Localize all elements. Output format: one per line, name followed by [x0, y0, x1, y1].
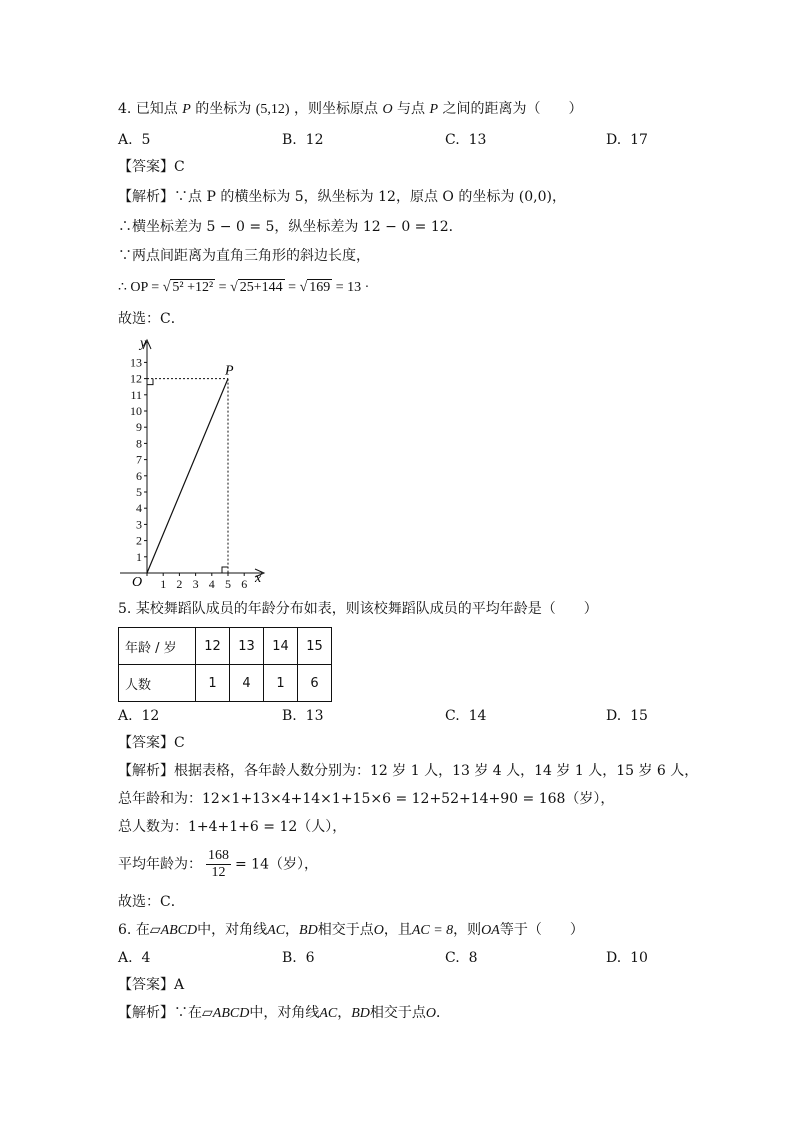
point-p-label: P	[225, 363, 234, 379]
answer-value: A	[174, 977, 185, 993]
table-header-cell: 人数	[119, 665, 196, 702]
q5-analysis-line2: 总年龄和为：12×1+13×4+14×1+15×6 = 12+52+14+90 = 168（岁），	[118, 791, 615, 807]
question-number: 5.	[118, 601, 132, 617]
option-b: B. 12	[282, 132, 324, 148]
q5-answer	[118, 734, 185, 752]
variable: P	[429, 102, 439, 117]
table-cell: 12	[196, 628, 230, 665]
variable: O	[382, 102, 393, 117]
answer-value: C	[174, 735, 185, 751]
table-cell: 15	[298, 628, 332, 665]
table-cell: 4	[230, 665, 264, 702]
y-tick-label: 13	[130, 355, 142, 370]
x-axis-label: x	[255, 571, 262, 586]
table-header-cell: 年龄 / 岁	[119, 628, 196, 665]
option-b: B. 13	[282, 708, 324, 724]
table-cell: 1	[264, 665, 298, 702]
y-tick-label: 12	[130, 371, 142, 386]
right-angle-mark	[222, 567, 228, 573]
y-tick-label: 7	[136, 452, 142, 467]
option-c: C. 14	[445, 708, 487, 724]
y-tick-label: 8	[136, 436, 142, 451]
q4-answer	[118, 158, 185, 176]
fraction: $\frac{168}{12}$	[208, 848, 229, 880]
answer-label: 【答案】	[118, 735, 174, 751]
stem-text: 已知点	[135, 101, 178, 117]
table-cell: 1	[196, 665, 230, 702]
age-distribution-table	[118, 627, 332, 702]
question-number: 6.	[118, 922, 132, 938]
q6-analysis: 【解析】∵在▱ABCD中，对角线AC，BD相交于点O．	[118, 1005, 451, 1021]
table-row	[119, 665, 332, 702]
option-d: D. 15	[606, 708, 648, 724]
table-cell: 6	[298, 665, 332, 702]
origin-label: O	[132, 575, 143, 588]
q5-stem	[118, 600, 598, 618]
coordinate: (5,12)	[255, 102, 290, 117]
answer-value: C	[174, 159, 185, 175]
variable: P	[182, 102, 191, 117]
table-row	[119, 628, 332, 665]
option-d: D. 10	[606, 950, 648, 966]
x-tick-label: 1	[160, 577, 167, 588]
q5-analysis-line3: 总人数为：1+4+1+6 = 12（人），	[118, 819, 347, 835]
q4-analysis-line3: ∵两点间距离为直角三角形的斜边长度，	[118, 248, 370, 264]
option-c: C. 13	[445, 132, 487, 148]
q4-conclusion: 故选：C．	[118, 311, 185, 327]
option-a: A. 12	[118, 708, 160, 724]
x-tick-label: 6	[241, 577, 248, 588]
y-tick-label: 2	[136, 533, 142, 548]
table-cell: 14	[264, 628, 298, 665]
q4-stem	[118, 100, 583, 119]
q6-stem: 6. 在▱ABCD中，对角线AC，BD相交于点O，且AC = 8，则OA等于（ ）	[118, 922, 584, 938]
option-c: C. 8	[445, 950, 478, 966]
stem-text: ，则坐标原点	[294, 101, 379, 117]
y-tick-label: 1	[136, 549, 142, 564]
parallelogram-symbol: ▱ABCD	[149, 923, 198, 938]
analysis-label: 【解析】	[118, 189, 174, 205]
q6-answer	[118, 976, 184, 994]
y-tick-label: 6	[136, 468, 142, 483]
stem-text: 的坐标为	[195, 101, 252, 117]
q5-conclusion: 故选：C．	[118, 894, 185, 910]
y-tick-label: 11	[130, 387, 142, 402]
option-b: B. 6	[282, 950, 315, 966]
q4-analysis-line4: ∴ OP = √ 5² +12² = √ 25+144 = √ 169 = 13 ·	[118, 280, 370, 295]
q4-analysis-line2: ∴横坐标差为 5 − 0 = 5，纵坐标差为 12 − 0 = 12．	[118, 219, 463, 235]
right-angle-mark	[147, 379, 153, 385]
y-tick-label: 4	[136, 501, 142, 516]
analysis-label: 【解析】	[118, 763, 174, 779]
coordinate-figure	[112, 336, 272, 588]
y-tick-label: 10	[130, 404, 142, 418]
option-a: A. 5	[118, 132, 151, 148]
stem-text: 与点	[397, 101, 426, 117]
question-number: 4.	[118, 101, 132, 117]
x-tick-label: 4	[208, 577, 215, 588]
option-d: D. 17	[606, 132, 648, 148]
x-tick-label: 3	[192, 577, 199, 588]
option-a: A. 4	[118, 950, 151, 966]
q5-analysis-line1: 【解析】根据表格，各年龄人数分别为：12 岁 1 人，13 岁 4 人，14 岁 1 人，15 岁 6 人，	[118, 763, 699, 779]
q4-analysis-line1: 【解析】∵点 P 的横坐标为 5，纵坐标为 12，原点 O 的坐标为 (0,0)，	[118, 189, 566, 205]
stem-text: 某校舞蹈队成员的年龄分布如表，则该校舞蹈队成员的平均年龄是（ ）	[135, 601, 598, 617]
y-axis-label: y	[140, 336, 147, 351]
stem-text: 之间的距离为（ ）	[442, 101, 583, 117]
segment-op	[147, 379, 228, 573]
answer-label: 【答案】	[118, 159, 174, 175]
y-tick-label: 5	[136, 485, 142, 499]
q5-analysis-line4: 平均年龄为： $\frac{168}{12}$ = 14（岁），	[118, 848, 318, 880]
y-tick-label: 3	[136, 517, 142, 532]
x-tick-label: 2	[176, 577, 183, 588]
analysis-label: 【解析】	[118, 1005, 174, 1021]
table-cell: 13	[230, 628, 264, 665]
x-tick-label: 5	[225, 577, 231, 588]
y-tick-label: 9	[136, 420, 142, 435]
answer-label: 【答案】	[118, 977, 174, 993]
